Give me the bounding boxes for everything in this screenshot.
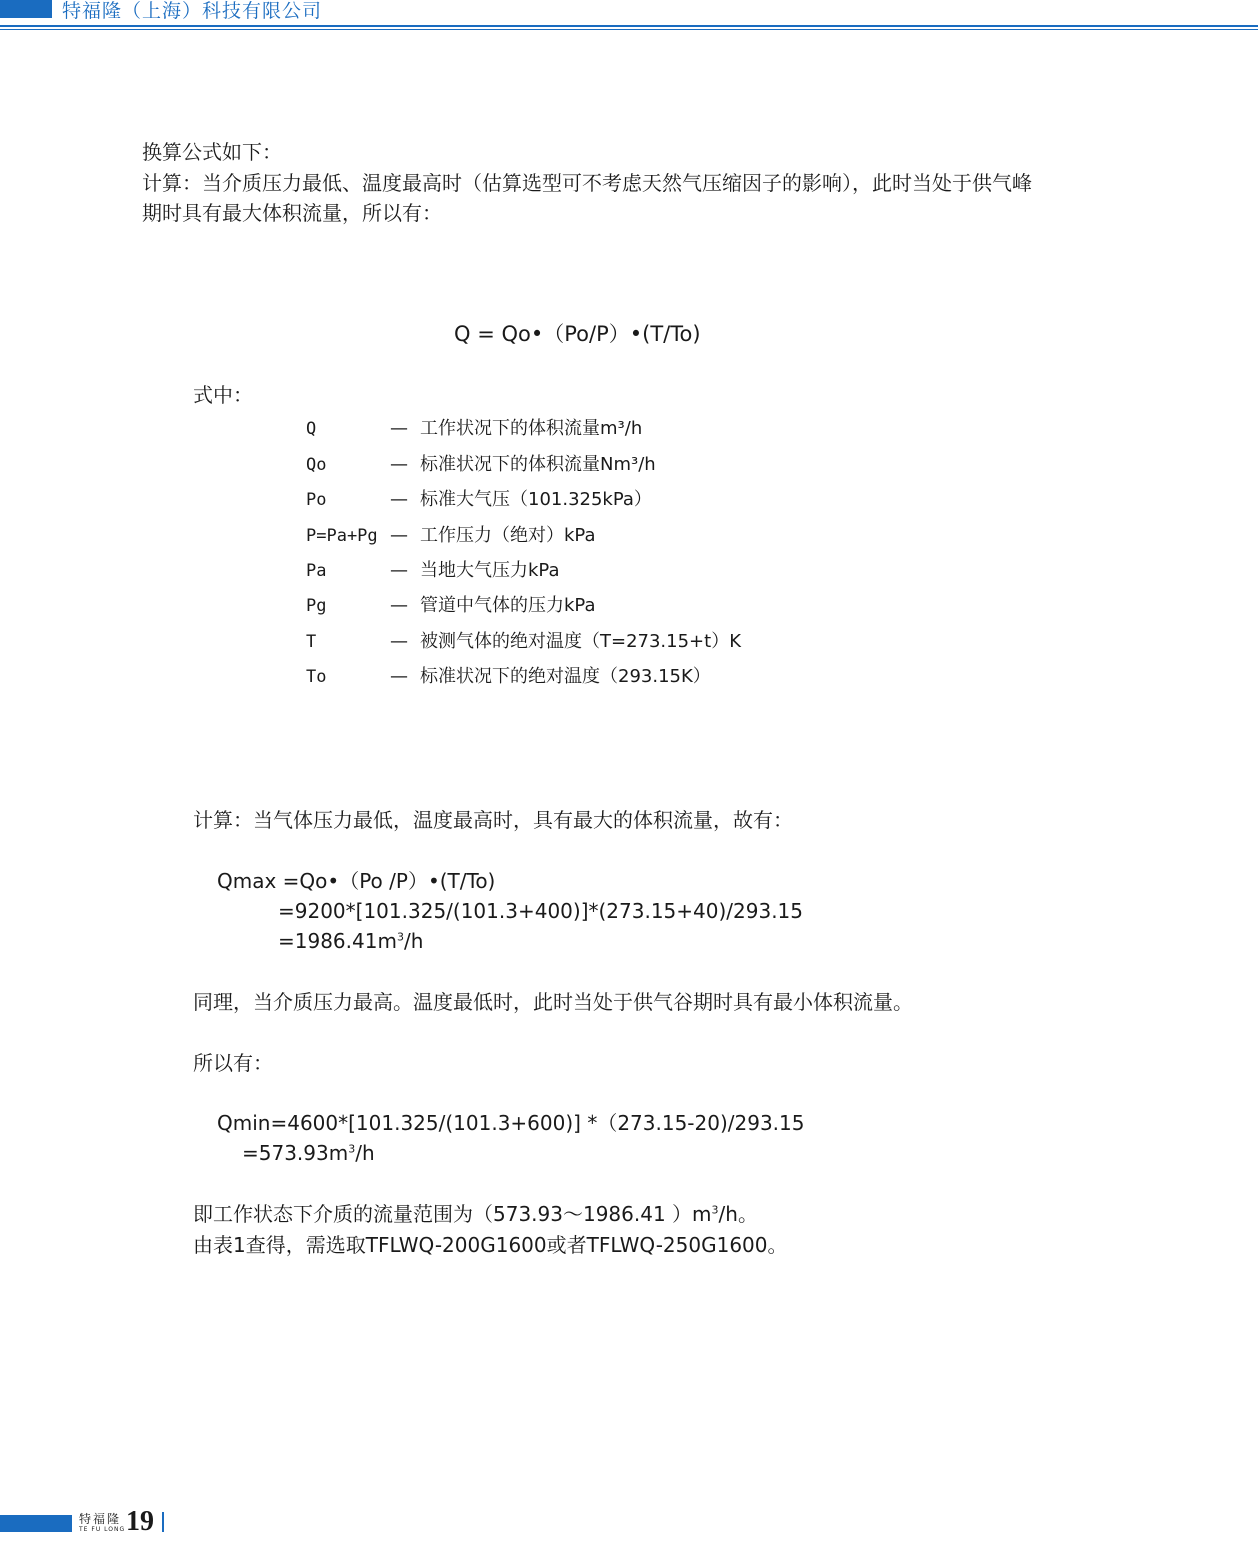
definition-description: 管道中气体的压力kPa xyxy=(420,595,596,616)
definition-dash: — xyxy=(390,595,408,616)
definition-symbol: Pg xyxy=(306,596,327,616)
flow-range xyxy=(193,1202,758,1226)
definition-description: 工作压力（绝对）kPa xyxy=(420,525,596,546)
definition-description: 被测气体的绝对温度（T=273.15+t）K xyxy=(420,631,742,652)
definition-symbol: Qo xyxy=(306,455,327,475)
calc-min-formula: Qmin=4600*[101.325/(101.3+600)] *（273.15-20)/293.15 xyxy=(217,1111,805,1135)
flow-range-text: 即工作状态下介质的流量范围为（573.93～1986.41 ）m xyxy=(193,1202,712,1226)
footer-divider xyxy=(162,1512,164,1532)
calc-max-result-unit: /h xyxy=(403,929,424,953)
calc-max-substitution: =9200*[101.325/(101.3+400)]*(273.15+40)/293.15 xyxy=(278,899,804,923)
calc-min-result-exponent: 3 xyxy=(348,1142,356,1156)
definition-description: 标准大气压（101.325kPa） xyxy=(420,489,652,510)
footer-brand-cn: 特福隆 xyxy=(79,1512,122,1526)
definition-dash: — xyxy=(390,666,408,687)
definition-dash: — xyxy=(390,631,408,652)
definition-dash: — xyxy=(390,454,408,475)
header-rule-thin xyxy=(0,29,1258,30)
flow-range-exponent: 3 xyxy=(711,1203,719,1217)
calc-min-intro: 同理，当介质压力最高。温度最低时，此时当处于供气谷期时具有最小体积流量。 xyxy=(193,990,913,1014)
intro-heading: 换算公式如下： xyxy=(142,140,282,164)
definition-symbol: Pa xyxy=(306,561,327,581)
intro-paragraph-line1: 计算：当介质压力最低、温度最高时（估算选型可不考虑天然气压缩因子的影响），此时当处于供气峰 xyxy=(142,171,1032,195)
calc-max-formula: Qmax =Qo•（Po /P）•(T/To) xyxy=(217,869,496,893)
calc-max-intro: 计算：当气体压力最低，温度最高时，具有最大的体积流量，故有： xyxy=(193,808,793,832)
definition-dash: — xyxy=(390,489,408,510)
calc-max-result xyxy=(278,929,423,953)
definition-symbol: P=Pa+Pg xyxy=(306,526,378,546)
calc-min-result-unit: /h xyxy=(355,1141,375,1165)
footer-accent-block xyxy=(0,1515,72,1532)
definition-dash: — xyxy=(390,418,408,439)
definition-description: 标准状况下的绝对温度（293.15K） xyxy=(420,666,711,687)
intro-paragraph-line2: 期时具有最大体积流量，所以有： xyxy=(142,201,442,225)
calc-min-result xyxy=(242,1141,375,1165)
definition-description: 当地大气压力kPa xyxy=(420,560,560,581)
definition-symbol: Q xyxy=(306,419,317,439)
definition-description: 工作状况下的体积流量m³/h xyxy=(420,418,643,439)
calc-max-result-value: =1986.41m xyxy=(278,929,397,953)
footer-brand-en: TE FU LONG xyxy=(79,1526,126,1533)
calc-min-result-value: =573.93m xyxy=(242,1141,349,1165)
definition-dash: — xyxy=(390,525,408,546)
definition-description: 标准状况下的体积流量Nm³/h xyxy=(420,454,656,475)
model-selection: 由表1查得，需选取TFLWQ-200G1600或者TFLWQ-250G1600。 xyxy=(193,1233,788,1257)
flow-range-unit: /h。 xyxy=(718,1202,758,1226)
calc-min-so: 所以有： xyxy=(193,1051,273,1075)
definition-symbol: T xyxy=(306,632,317,652)
calc-max-result-exponent: 3 xyxy=(396,930,404,944)
header-rule xyxy=(0,25,1258,27)
definition-symbol: To xyxy=(306,667,327,687)
page-number: 19 xyxy=(126,1506,154,1537)
definition-symbol: Po xyxy=(306,490,327,510)
definitions-heading: 式中： xyxy=(193,383,253,407)
definition-dash: — xyxy=(390,560,408,581)
company-name: 特福隆（上海）科技有限公司 xyxy=(62,0,323,22)
main-formula: Q = Qo•（Po/P）•(T/To) xyxy=(454,322,701,346)
header-accent-block xyxy=(0,0,52,18)
